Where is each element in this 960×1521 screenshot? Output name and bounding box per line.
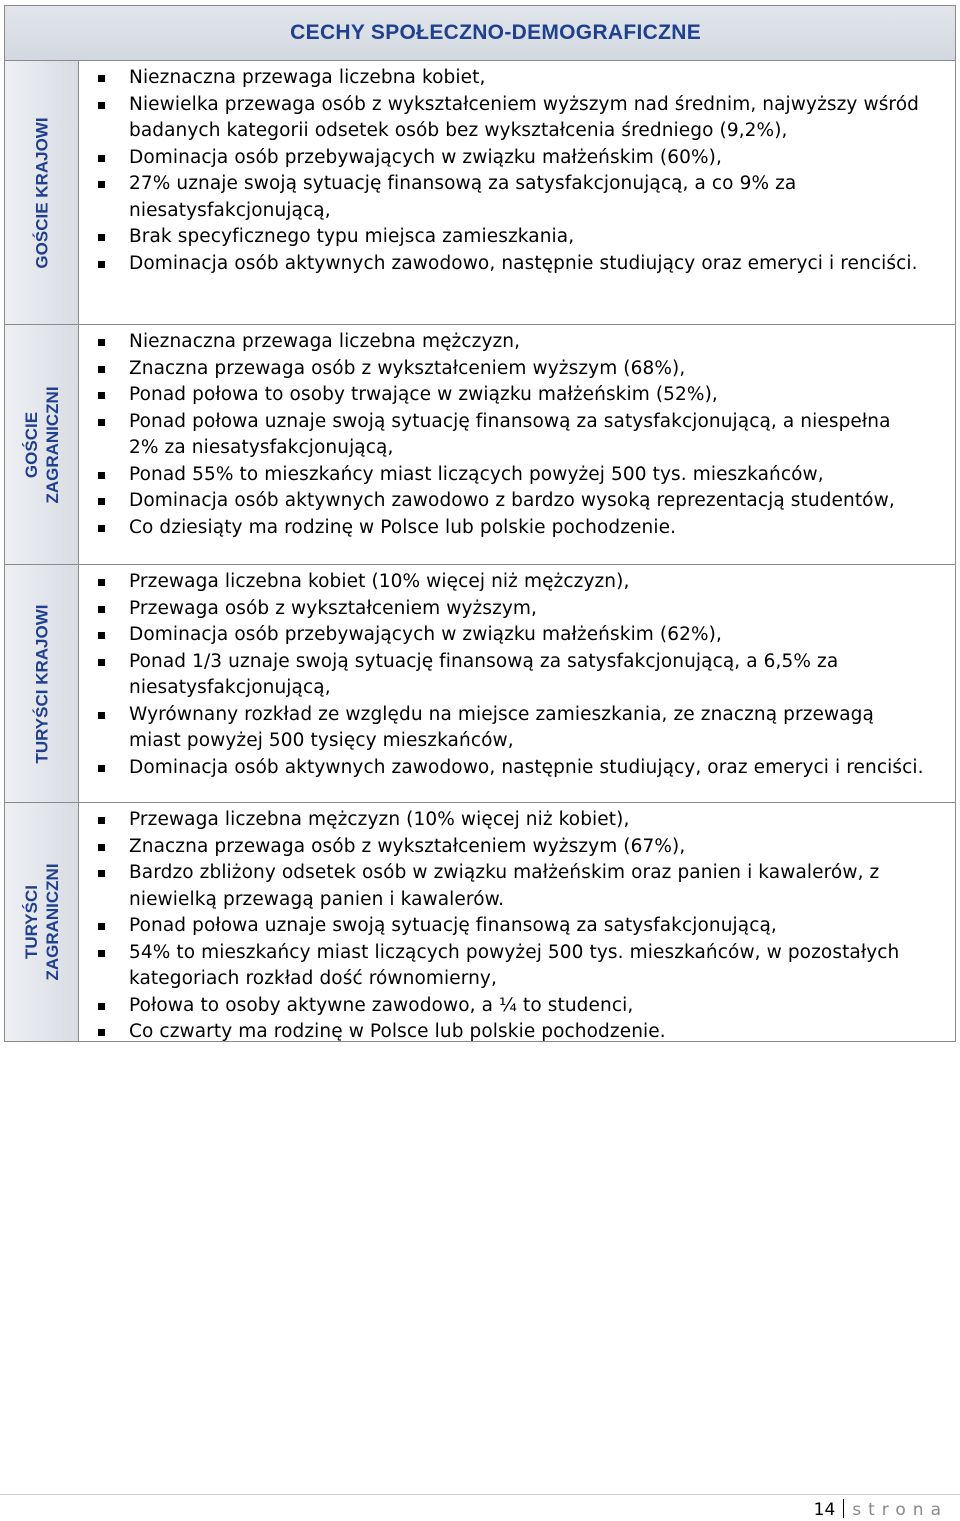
row-label-cell <box>5 803 79 1041</box>
list-item: Dominacja osób przebywających w związku małżeńskim (60%), <box>79 145 955 172</box>
table-row-goscie-krajowi <box>5 61 955 325</box>
list-item: Przewaga liczebna mężczyzn (10% więcej niż kobiet), <box>79 807 955 834</box>
page-number-block <box>814 1499 948 1521</box>
list-item: Nieznaczna przewaga liczebna mężczyzn, <box>79 329 955 356</box>
bullet-list <box>79 807 955 1046</box>
list-item: Połowa to osoby aktywne zawodowo, a ¼ to studenci, <box>79 993 955 1020</box>
list-item: Co dziesiąty ma rodzinę w Polsce lub polskie pochodzenie. <box>79 515 955 542</box>
list-item: Znaczna przewaga osób z wykształceniem wyższym (67%), <box>79 834 955 861</box>
row-label: GOŚCIE ZAGRANICZNI <box>21 385 62 504</box>
list-item: Przewaga osób z wykształceniem wyższym, <box>79 596 955 623</box>
row-content <box>79 565 955 802</box>
row-content <box>79 325 955 564</box>
list-item: Ponad połowa uznaje swoją sytuację finansową za satysfakcjonującą, <box>79 913 955 940</box>
list-item: Dominacja osób aktywnych zawodowo z bardzo wysoką reprezentacją studentów, <box>79 488 955 515</box>
list-item: Dominacja osób aktywnych zawodowo, następnie studiujący, oraz emeryci i renciści. <box>79 755 955 782</box>
list-item: Ponad połowa uznaje swoją sytuację finansową za satysfakcjonującą, a niespełna 2% za niesatysfakcjonującą, <box>79 409 955 462</box>
bullet-list <box>79 65 955 277</box>
page-number: 14 <box>813 1500 836 1520</box>
list-item: 54% to mieszkańcy miast liczących powyżej 500 tys. mieszkańców, w pozostałych kategoriach rozkład dość równomierny, <box>79 940 955 993</box>
list-item: Co czwarty ma rodzinę w Polsce lub polskie pochodzenie. <box>79 1019 955 1046</box>
row-content <box>79 61 955 324</box>
list-item: Dominacja osób aktywnych zawodowo, następnie studiujący oraz emeryci i renciści. <box>79 251 955 278</box>
row-content <box>79 803 955 1041</box>
list-item: Ponad 55% to mieszkańcy miast liczących powyżej 500 tys. mieszkańców, <box>79 462 955 489</box>
row-label-cell <box>5 61 79 324</box>
bullet-list <box>79 569 955 781</box>
list-item: Nieznaczna przewaga liczebna kobiet, <box>79 65 955 92</box>
row-label-cell <box>5 325 79 564</box>
table-header <box>5 6 955 61</box>
list-item: Ponad 1/3 uznaje swoją sytuację finansową za satysfakcjonującą, a 6,5% za niesatysfakcjonującą, <box>79 649 955 702</box>
list-item: Dominacja osób przebywających w związku małżeńskim (62%), <box>79 622 955 649</box>
table-row-turysci-krajowi <box>5 565 955 803</box>
table-row-goscie-zagraniczni <box>5 325 955 565</box>
list-item: Brak specyficznego typu miejsca zamieszkania, <box>79 224 955 251</box>
table-row-turysci-zagraniczni <box>5 803 955 1041</box>
row-label: TURYŚCI KRAJOWI <box>32 604 51 763</box>
demographics-table <box>4 5 956 1042</box>
list-item: Bardzo zbliżony odsetek osób w związku małżeńskim oraz panien i kawalerów, z niewielką przewagą panien i kawalerów. <box>79 860 955 913</box>
list-item: Znaczna przewaga osób z wykształceniem wyższym (68%), <box>79 356 955 383</box>
list-item: Wyrównany rozkład ze względu na miejsce zamieszkania, ze znaczną przewagą miast powyżej 500 tysięcy mieszkańców, <box>79 702 955 755</box>
row-label: GOŚCIE KRAJOWI <box>32 116 51 269</box>
bullet-list <box>79 329 955 541</box>
list-item: Niewielka przewaga osób z wykształceniem wyższym nad średnim, najwyższy wśród badanych kategorii odsetek osób bez wykształcenia średniego (9,2%), <box>79 92 955 145</box>
list-item: 27% uznaje swoją sytuację finansową za satysfakcjonującą, a co 9% za niesatysfakcjonującą, <box>79 171 955 224</box>
list-item: Ponad połowa to osoby trwające w związku małżeńskim (52%), <box>79 382 955 409</box>
list-item: Przewaga liczebna kobiet (10% więcej niż mężczyzn), <box>79 569 955 596</box>
footer-separator <box>843 1499 844 1518</box>
table-header-title: CECHY SPOŁECZNO-DEMOGRAFICZNE <box>290 21 701 44</box>
page-footer <box>0 1494 960 1521</box>
row-label-cell <box>5 565 79 802</box>
page-word: strona <box>852 1500 948 1520</box>
row-label: TURYŚCI ZAGRANICZNI <box>21 863 62 981</box>
